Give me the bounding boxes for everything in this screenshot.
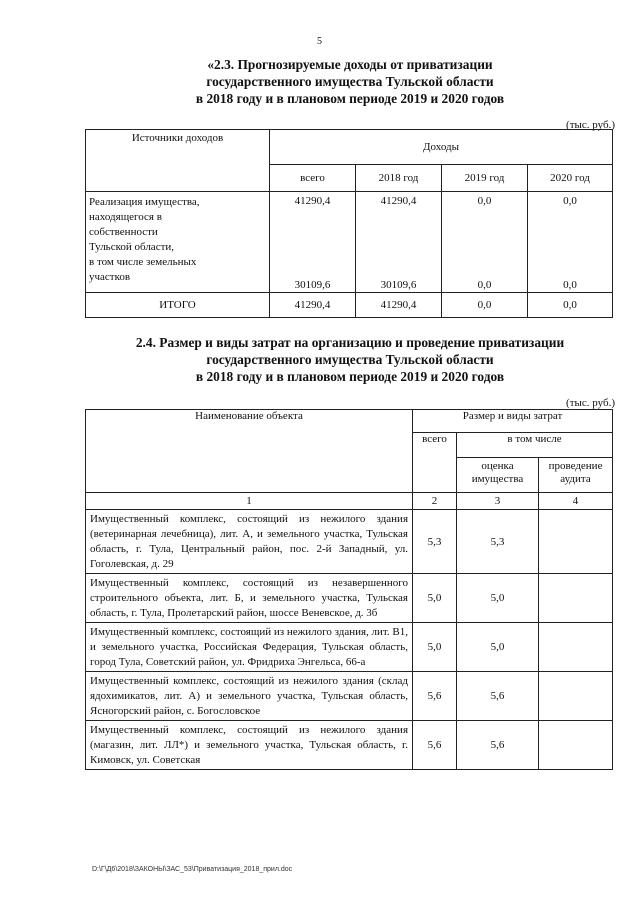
object-name: Имущественный комплекс, состоящий из нежилого здания, лит. В1, и земельного участка, Российская Федерация, Тульская область, город Тула, Советский район, ул. Фридриха Энгельса, 66-а xyxy=(86,623,413,672)
heading-line: в 2018 году и в плановом периоде 2019 и 2020 годов xyxy=(195,91,505,106)
cost-total: 5,3 xyxy=(413,510,457,574)
table-row xyxy=(86,192,613,293)
header-valuation: оценка имущества xyxy=(457,458,539,493)
header-audit: проведение аудита xyxy=(539,458,613,493)
table-row xyxy=(86,721,613,770)
column-number: 3 xyxy=(457,493,539,510)
source-line: участков xyxy=(89,271,131,283)
cost-audit xyxy=(539,672,613,721)
total-value: 0,0 xyxy=(442,293,528,318)
value: 0,0 xyxy=(563,279,577,291)
source-line: в том числе земельных xyxy=(89,256,197,268)
source-line: находящегося в xyxy=(89,211,162,223)
source-line: Реализация имущества, xyxy=(89,196,200,208)
cost-total: 5,0 xyxy=(413,623,457,672)
column-number: 4 xyxy=(539,493,613,510)
source-line: Тульской области, xyxy=(89,241,175,253)
object-name: Имущественный комплекс, состоящий из нежилого здания (склад ядохимикатов, лит. А) и земельного участка, Тульская область, Ясногорский район, с. Богословское xyxy=(86,672,413,721)
cost-total: 5,6 xyxy=(413,721,457,770)
total-value: 0,0 xyxy=(528,293,613,318)
cost-total: 5,0 xyxy=(413,574,457,623)
income-table xyxy=(85,129,613,318)
header-total: всего xyxy=(413,433,457,493)
header-object: Наименование объекта xyxy=(86,410,413,493)
column-number: 2 xyxy=(413,493,457,510)
file-path-footer: D:\Г\Д6\2018\ЗАКОНЫ\ЗАС_53\Приватизация_2018_прил.doc xyxy=(92,866,293,873)
heading-line: 2.4. Размер и виды затрат на организацию и проведение приватизации xyxy=(135,335,565,350)
cost-audit xyxy=(539,510,613,574)
cost-total: 5,6 xyxy=(413,672,457,721)
column-header: 2019 год xyxy=(442,165,528,192)
header-costs: Размер и виды затрат xyxy=(413,410,613,433)
total-label: ИТОГО xyxy=(86,293,270,318)
section-2-3-heading xyxy=(80,56,620,107)
heading-line: в 2018 году и в плановом периоде 2019 и 2020 годов xyxy=(195,369,505,384)
cost-valuation: 5,0 xyxy=(457,574,539,623)
income-source xyxy=(86,192,270,293)
total-row xyxy=(86,293,613,318)
object-name: Имущественный комплекс, состоящий из нежилого здания (ветеринарная лечебница), лит. А, и земельного участка, Тульская область, г. Тула, Центральный район, пос. 2-й Западный, ул. Гоголевская, д. 29 xyxy=(86,510,413,574)
column-header: 2018 год xyxy=(356,165,442,192)
header-including: в том числе xyxy=(457,433,613,458)
header-sources: Источники доходов xyxy=(86,130,270,192)
table-row xyxy=(86,623,613,672)
cell-2018 xyxy=(356,192,442,293)
heading-line: «2.3. Прогнозируемые доходы от приватизации xyxy=(207,57,493,72)
cost-audit xyxy=(539,574,613,623)
cost-valuation: 5,6 xyxy=(457,721,539,770)
value: 30109,6 xyxy=(380,279,417,291)
cell-total xyxy=(270,192,356,293)
object-name: Имущественный комплекс, состоящий из нежилого здания (магазин, лит. ЛЛ*) и земельного участка, Тульская область, г. Кимовск, ул. Советская xyxy=(86,721,413,770)
column-header: 2020 год xyxy=(528,165,613,192)
cost-audit xyxy=(539,623,613,672)
value: 41290,4 xyxy=(380,195,417,207)
total-value: 41290,4 xyxy=(270,293,356,318)
page-number: 5 xyxy=(317,36,322,47)
cost-valuation: 5,0 xyxy=(457,623,539,672)
source-line: собственности xyxy=(89,226,158,238)
value: 41290,4 xyxy=(294,195,331,207)
value: 0,0 xyxy=(477,279,492,291)
cost-valuation: 5,6 xyxy=(457,672,539,721)
table-row xyxy=(86,574,613,623)
value: 0,0 xyxy=(563,195,577,207)
costs-table xyxy=(85,409,613,770)
section-2-4-heading xyxy=(80,334,620,385)
unit-label: (тыс. руб.) xyxy=(566,397,615,409)
cell-2019 xyxy=(442,192,528,293)
column-header: всего xyxy=(270,165,356,192)
value: 30109,6 xyxy=(294,279,331,291)
table-row xyxy=(86,510,613,574)
heading-line: государственного имущества Тульской области xyxy=(206,352,494,367)
column-number: 1 xyxy=(86,493,413,510)
cell-2020 xyxy=(528,192,613,293)
object-name: Имущественный комплекс, состоящий из незавершенного строительного объекта, лит. Б, и земельного участка, Тульская область, г. Тула, Пролетарский район, шоссе Веневское, д. 3б xyxy=(86,574,413,623)
value: 0,0 xyxy=(477,195,492,207)
header-income: Доходы xyxy=(270,130,613,165)
heading-line: государственного имущества Тульской области xyxy=(206,74,494,89)
table-row xyxy=(86,672,613,721)
cost-audit xyxy=(539,721,613,770)
unit-label: (тыс. руб.) xyxy=(566,119,615,131)
total-value: 41290,4 xyxy=(356,293,442,318)
cost-valuation: 5,3 xyxy=(457,510,539,574)
